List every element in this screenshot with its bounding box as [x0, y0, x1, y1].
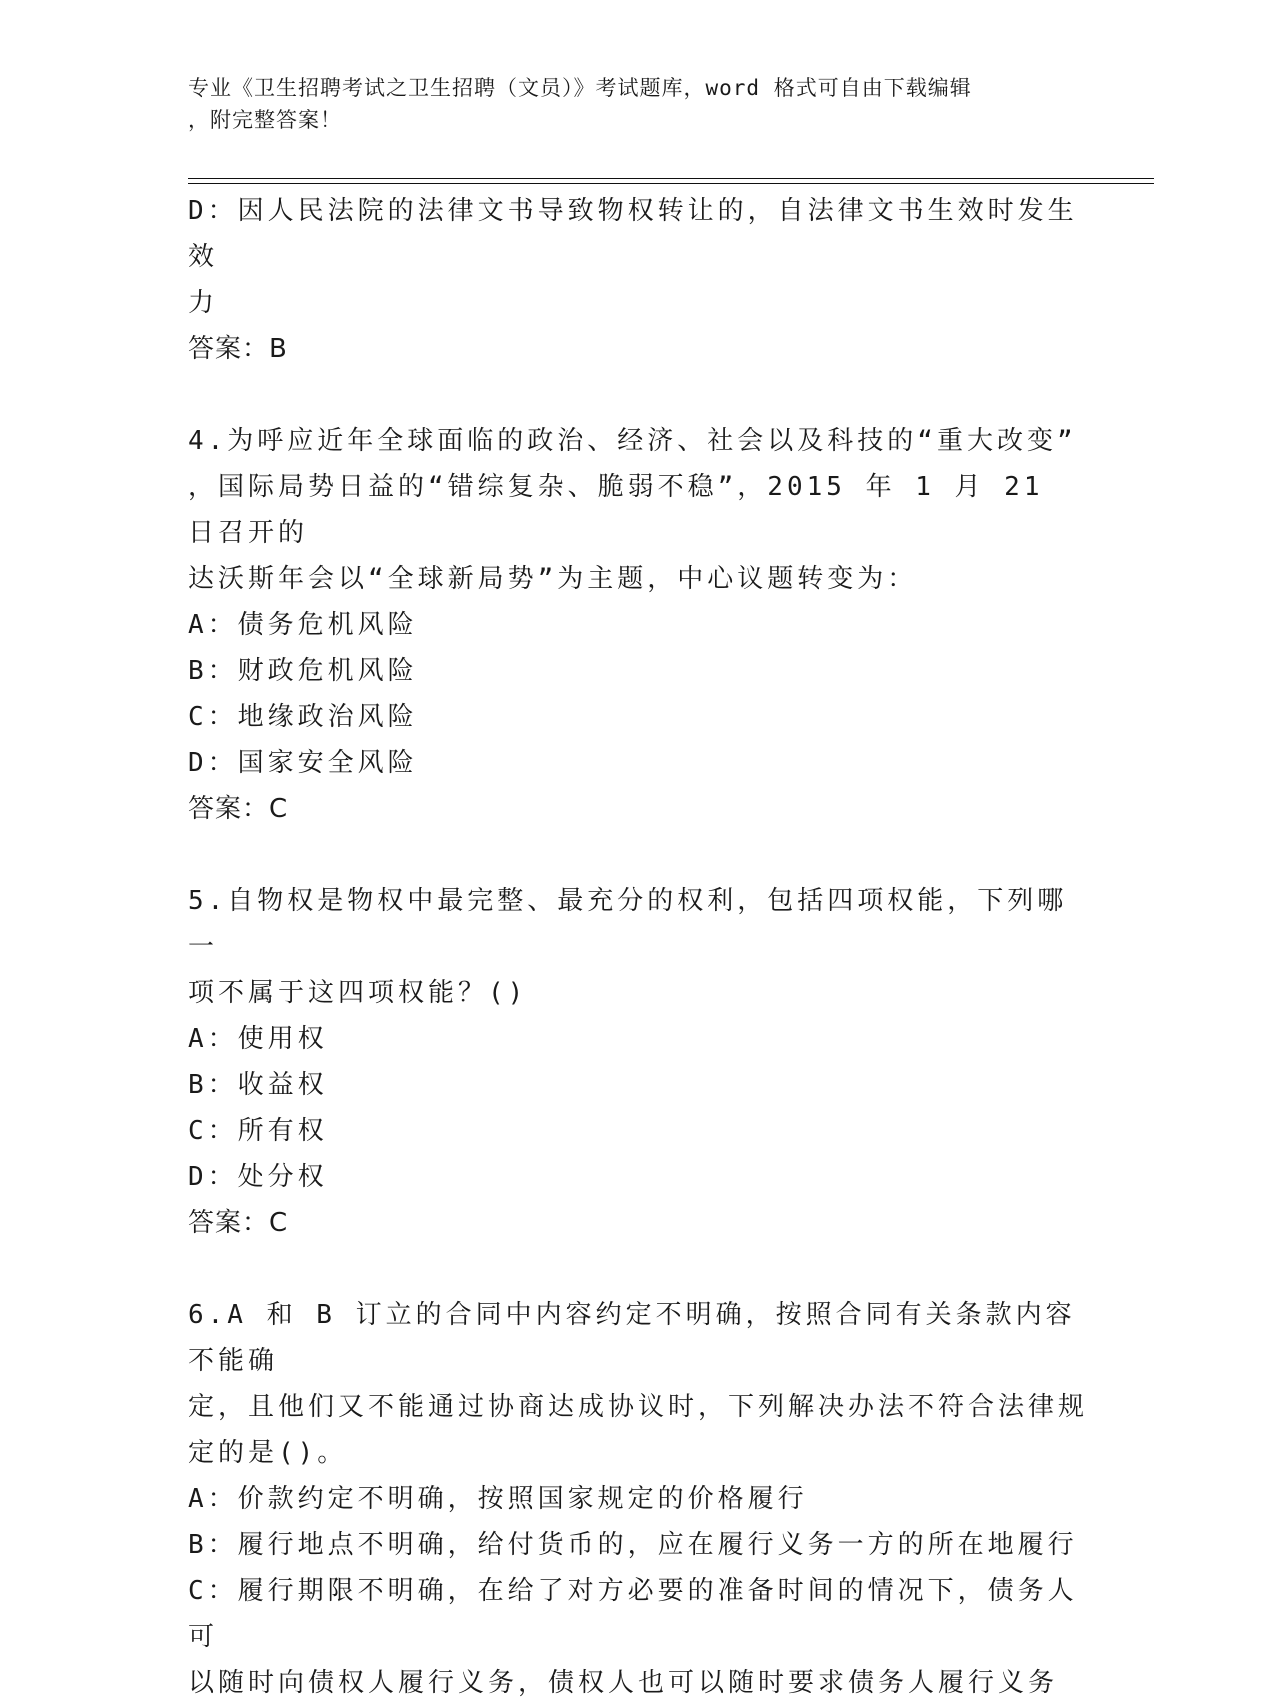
answer: 答案：C	[188, 1208, 289, 1238]
page-header	[188, 72, 1068, 136]
answer: 答案：C	[188, 794, 289, 824]
header-line-2: ，附完整答案！	[188, 108, 342, 132]
option-b: B：财政危机风险	[188, 656, 418, 686]
option-d: D：因人民法院的法律文书导致物权转让的，自法律文书生效时发生效	[188, 196, 1078, 272]
option-a: A：使用权	[188, 1024, 328, 1054]
question-stem: 6.A 和 B 订立的合同中内容约定不明确，按照合同有关条款内容不能确	[188, 1300, 1076, 1376]
option-d: D：国家安全风险	[188, 748, 418, 778]
question-stem: 4.为呼应近年全球面临的政治、经济、社会以及科技的“重大改变”	[188, 426, 1077, 456]
option-a: A：债务危机风险	[188, 610, 418, 640]
question-stem-continued: 定的是()。	[188, 1438, 348, 1468]
question-stem-continued: 达沃斯年会以“全球新局势”为主题，中心议题转变为：	[188, 564, 918, 594]
option-d: D：处分权	[188, 1162, 328, 1192]
question-5	[188, 878, 1088, 1246]
option-a: A：价款约定不明确，按照国家规定的价格履行	[188, 1484, 808, 1514]
question-content	[188, 188, 1088, 1706]
spacer	[188, 1246, 1088, 1292]
option-b: B：履行地点不明确，给付货币的，应在履行义务一方的所在地履行	[188, 1530, 1078, 1560]
answer: 答案：B	[188, 334, 288, 364]
option-d-continued: 力	[188, 288, 219, 318]
question-4	[188, 418, 1088, 832]
question-stem-continued: 项不属于这四项权能？()	[188, 978, 528, 1008]
option-c: C：所有权	[188, 1116, 328, 1146]
spacer	[188, 832, 1088, 878]
header-divider-bottom	[188, 183, 1154, 184]
question-3-fragment	[188, 188, 1088, 372]
option-b: B：收益权	[188, 1070, 328, 1100]
question-stem-continued: ，国际局势日益的“错综复杂、脆弱不稳”，2015 年 1 月 21 日召开的	[188, 472, 1064, 548]
header-line-1: 专业《卫生招聘考试之卫生招聘（文员）》考试题库，word 格式可自由下载编辑	[188, 76, 972, 100]
spacer	[188, 372, 1088, 418]
option-c: C：履行期限不明确，在给了对方必要的准备时间的情况下，债务人可	[188, 1576, 1078, 1652]
question-stem: 5.自物权是物权中最完整、最充分的权利，包括四项权能，下列哪一	[188, 886, 1068, 962]
header-divider-top	[188, 178, 1154, 179]
question-6	[188, 1292, 1088, 1706]
option-c: C：地缘政治风险	[188, 702, 418, 732]
option-c-continued: 以随时向债权人履行义务，债权人也可以随时要求债务人履行义务	[188, 1668, 1059, 1698]
question-stem-continued: 定，且他们又不能通过协商达成协议时，下列解决办法不符合法律规	[188, 1392, 1089, 1422]
